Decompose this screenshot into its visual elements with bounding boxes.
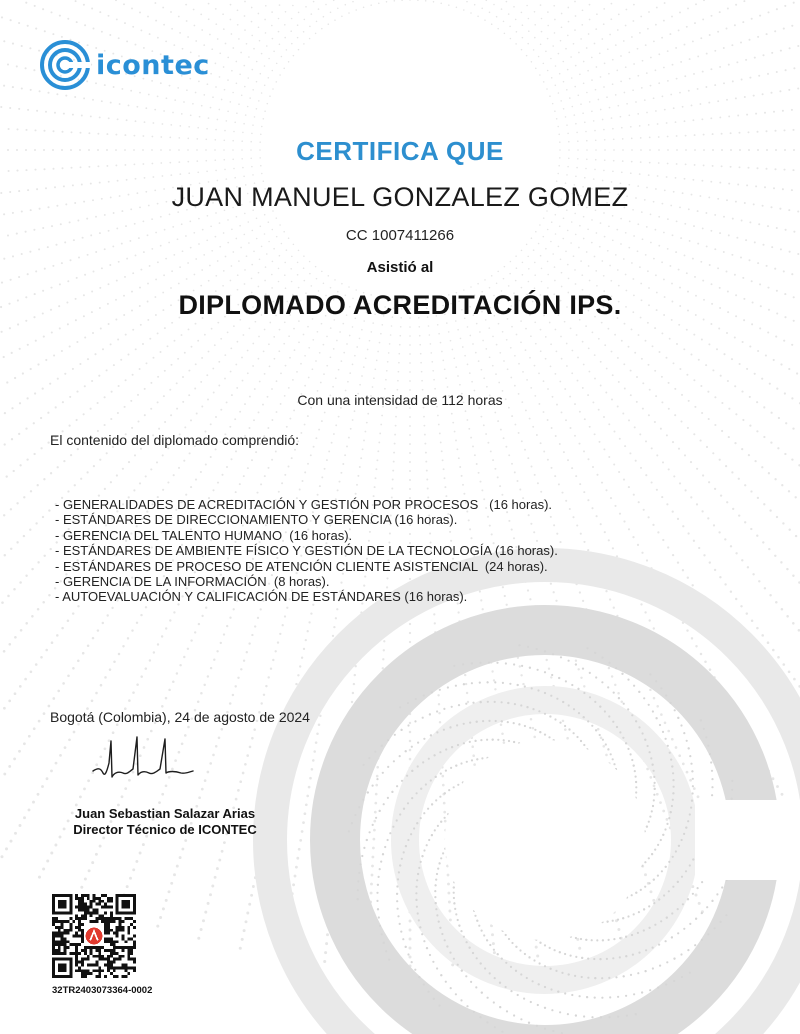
course-title: DIPLOMADO ACREDITACIÓN IPS.: [178, 290, 622, 320]
module-item: - GERENCIA DEL TALENTO HUMANO (16 horas).: [55, 527, 353, 543]
signer-title: Director Técnico de ICONTEC: [73, 822, 257, 837]
certificate-code: 32TR2403073364-0002: [52, 985, 153, 996]
place-and-date: Bogotá (Colombia), 24 de agosto de 2024: [50, 709, 310, 725]
signature-image: [85, 733, 205, 793]
icontec-logo: [38, 38, 228, 92]
logo-wordmark: icontec: [96, 49, 210, 81]
module-list: [55, 497, 558, 605]
module-item: - AUTOEVALUACIÓN Y CALIFICACIÓN DE ESTÁNDARES (16 horas).: [55, 589, 468, 605]
module-item: - GERENCIA DE LA INFORMACIÓN (8 horas).: [55, 574, 330, 590]
recipient-name: JUAN MANUEL GONZALEZ GOMEZ: [171, 182, 629, 212]
content-intro: El contenido del diplomado comprendió:: [50, 432, 300, 448]
module-item: - GENERALIDADES DE ACREDITACIÓN Y GESTIÓN POR PROCESOS (16 horas).: [55, 497, 553, 512]
qr-code: [52, 894, 136, 978]
icontec-logo-icon: [38, 38, 92, 92]
module-item: - ESTÁNDARES DE AMBIENTE FÍSICO Y GESTIÓN DE LA TECNOLOGÍA (16 horas).: [55, 543, 558, 559]
module-item: - ESTÁNDARES DE DIRECCIONAMIENTO Y GERENCIA (16 horas).: [55, 512, 458, 528]
module-item: - ESTÁNDARES DE PROCESO DE ATENCIÓN CLIENTE ASISTENCIAL (24 horas).: [55, 558, 548, 574]
signer-name: Juan Sebastian Salazar Arias: [74, 806, 256, 821]
course-intensity: Con una intensidad de 112 horas: [297, 392, 503, 408]
attended-label: Asistió al: [366, 259, 434, 276]
recipient-id: CC 1007411266: [345, 227, 455, 244]
certifies-heading: CERTIFICA QUE: [296, 136, 504, 166]
